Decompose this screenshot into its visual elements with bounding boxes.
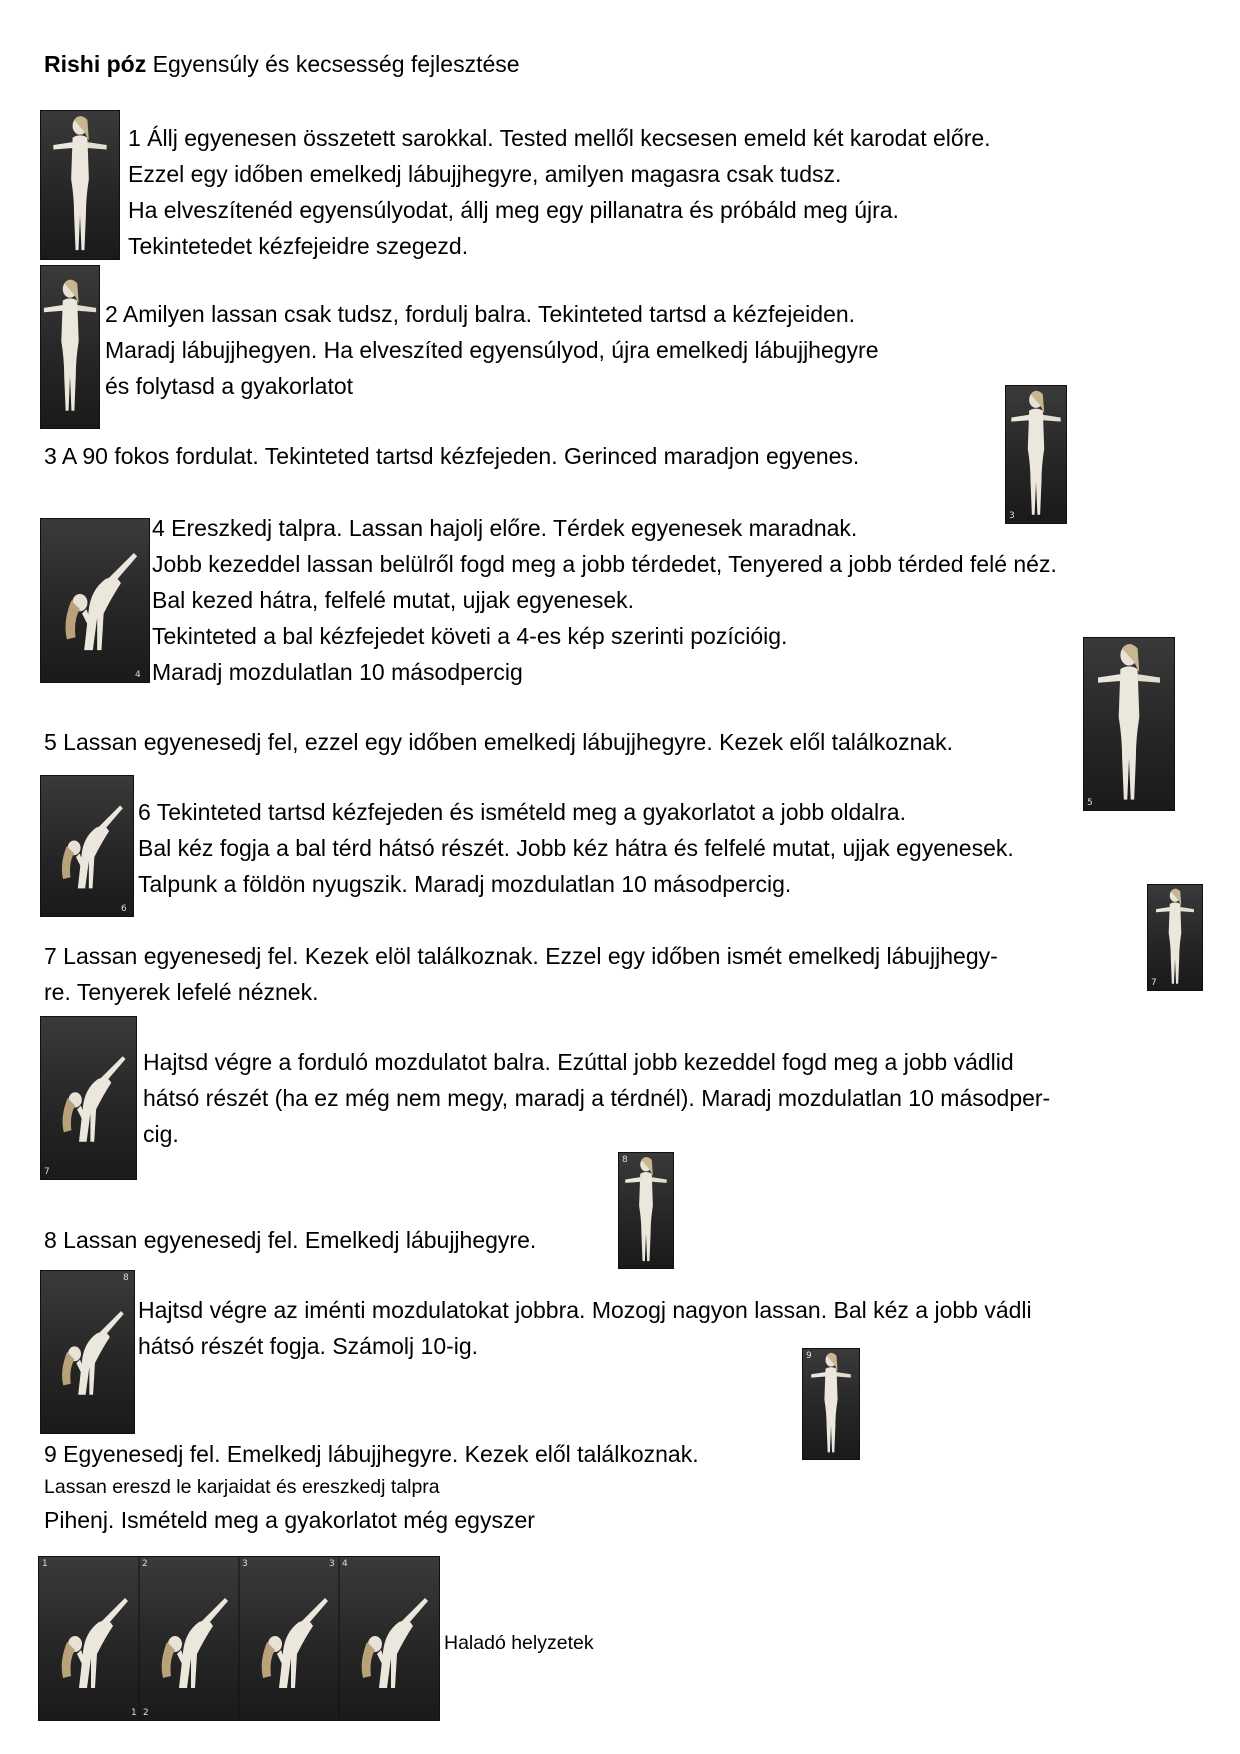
figure-standing-arms-forward-icon	[41, 111, 119, 259]
figure-standing-turning-icon	[41, 266, 99, 428]
advanced-photo-strip	[38, 1556, 440, 1721]
photo-step-8	[618, 1152, 674, 1269]
step-line: 8 Lassan egyenesedj fel. Emelkedj lábujjhegyre.	[44, 1227, 537, 1253]
figure-standing-arms-forward-icon	[619, 1153, 673, 1268]
figure-standing-side-icon	[1006, 386, 1066, 523]
photo-number: 5	[1087, 798, 1093, 808]
title-subtitle: Egyensúly és kecsesség fejlesztése	[152, 51, 520, 77]
photo-step-5	[1083, 637, 1175, 811]
photo-number: 8	[123, 1273, 129, 1283]
step-line: hátsó részét fogja. Számolj 10-ig.	[138, 1333, 479, 1359]
step-line: 5 Lassan egyenesedj fel, ezzel egy időben emelkedj lábujjhegyre. Kezek elől találkoznak.	[44, 729, 954, 755]
step-line: Hajtsd végre az iménti mozdulatokat jobbra. Mozogj nagyon lassan. Bal kéz a jobb vádli	[138, 1297, 1032, 1323]
title-bold: Rishi póz	[44, 51, 147, 77]
step-line: Ha elveszítenéd egyensúlyodat, állj meg egy pillanatra és próbáld meg újra.	[128, 197, 899, 223]
figure-bending-forward-icon	[41, 1017, 136, 1179]
photo-step-4	[40, 518, 150, 683]
step-line: hátsó részét (ha ez még nem megy, maradj a térdnél). Maradj mozdulatlan 10 másodper-	[143, 1085, 1051, 1111]
step-line: 3 A 90 fokos fordulat. Tekinteted tartsd kézfejeden. Gerinced maradjon egyenes.	[44, 443, 860, 469]
frame-number: 1	[131, 1708, 137, 1718]
step-line: Bal kéz fogja a bal térd hátsó részét. Jobb kéz hátra és felfelé mutat, ujjak egyenesek.	[138, 835, 1014, 861]
step-7-text	[44, 938, 998, 1010]
step-line: Maradj mozdulatlan 10 másodpercig	[152, 659, 523, 685]
step-line: Tekintetedet kézfejeidre szegezd.	[128, 233, 469, 259]
step-line: Maradj lábujjhegyen. Ha elveszíted egyensúlyod, újra emelkedj lábujjhegyre	[105, 337, 879, 363]
step-9-text	[44, 1436, 699, 1472]
step-line: 6 Tekinteted tartsd kézfejeden és ismételd meg a gyakorlatot a jobb oldalra.	[138, 799, 906, 825]
advanced-caption: Haladó helyzetek	[444, 1632, 594, 1654]
step-line: 7 Lassan egyenesedj fel. Kezek elöl találkoznak. Ezzel egy időben ismét emelkedj lábujjhegy-	[44, 943, 998, 969]
step-2-text	[105, 296, 879, 404]
photo-step-7	[1147, 884, 1203, 991]
frame-number: 4	[342, 1559, 348, 1569]
step-line: Talpunk a földön nyugszik. Maradj mozdulatlan 10 másodpercig.	[138, 871, 792, 897]
frame-number: 1	[42, 1559, 48, 1569]
frame-number: 3	[242, 1559, 248, 1569]
step-line: Ezzel egy időben emelkedj lábujjhegyre, amilyen magasra csak tudsz.	[128, 161, 842, 187]
figure-standing-arms-forward-icon	[803, 1349, 859, 1459]
step-line: és folytasd a gyakorlatot	[105, 373, 354, 399]
photo-number: 8	[622, 1155, 628, 1165]
photo-step-8b	[40, 1270, 135, 1434]
frame-number: 2	[143, 1708, 149, 1718]
step-1-text	[128, 120, 991, 264]
step-line: Tekinteted a bal kézfejedet követi a 4-es kép szerinti pozícióig.	[152, 623, 788, 649]
step-line: cig.	[143, 1121, 179, 1147]
photo-step-9	[802, 1348, 860, 1460]
figure-standing-arms-forward-icon	[1148, 885, 1202, 990]
step-line: 9 Egyenesedj fel. Emelkedj lábujjhegyre. Kezek elől találkoznak.	[44, 1441, 699, 1467]
advanced-figures-icon	[39, 1557, 439, 1720]
photo-number: 4	[135, 670, 141, 680]
step-line: 4 Ereszkedj talpra. Lassan hajolj előre. Térdek egyenesek maradnak.	[152, 515, 858, 541]
photo-number: 7	[44, 1167, 50, 1177]
photo-number: 6	[121, 904, 127, 914]
frame-number: 2	[142, 1559, 148, 1569]
step-5-text	[44, 724, 953, 760]
step-4-text	[152, 510, 1057, 690]
closing-text: Pihenj. Ismételd meg a gyakorlatot még egyszer	[44, 1507, 535, 1533]
photo-step-6	[40, 775, 134, 917]
photo-number: 7	[1151, 978, 1157, 988]
closing-small-text: Lassan ereszd le karjaidat és ereszkedj talpra	[44, 1476, 440, 1498]
figure-bending-forward-icon	[41, 519, 149, 682]
photo-step-3	[1005, 385, 1067, 524]
step-line: Bal kezed hátra, felfelé mutat, ujjak egyenesek.	[152, 587, 635, 613]
photo-step-1	[40, 110, 120, 260]
photo-step-2	[40, 265, 100, 429]
figure-bending-forward-icon	[41, 776, 133, 916]
figure-standing-arms-forward-icon	[1084, 638, 1174, 810]
step-line: Hajtsd végre a forduló mozdulatot balra. Ezúttal jobb kezeddel fogd meg a jobb vádlid	[143, 1049, 1014, 1075]
photo-number: 3	[1009, 511, 1015, 521]
photo-number: 9	[806, 1351, 812, 1361]
step-8-text	[44, 1222, 536, 1258]
frame-number: 3	[329, 1559, 335, 1569]
step-7b-text	[143, 1044, 1050, 1152]
figure-bending-forward-icon	[41, 1271, 134, 1433]
step-line: re. Tenyerek lefelé néznek.	[44, 979, 319, 1005]
step-line: Jobb kezeddel lassan belülről fogd meg a jobb térdedet, Tenyered a jobb térded felé néz.	[152, 551, 1057, 577]
step-6-text	[138, 794, 1014, 902]
photo-step-7b	[40, 1016, 137, 1180]
step-8b-text	[138, 1292, 1032, 1364]
page-title	[44, 48, 520, 80]
step-3-text	[44, 438, 859, 474]
step-line: 2 Amilyen lassan csak tudsz, fordulj balra. Tekinteted tartsd a kézfejeiden.	[105, 301, 856, 327]
step-line: 1 Állj egyenesen összetett sarokkal. Tested mellől kecsesen emeld két karodat előre.	[128, 125, 991, 151]
